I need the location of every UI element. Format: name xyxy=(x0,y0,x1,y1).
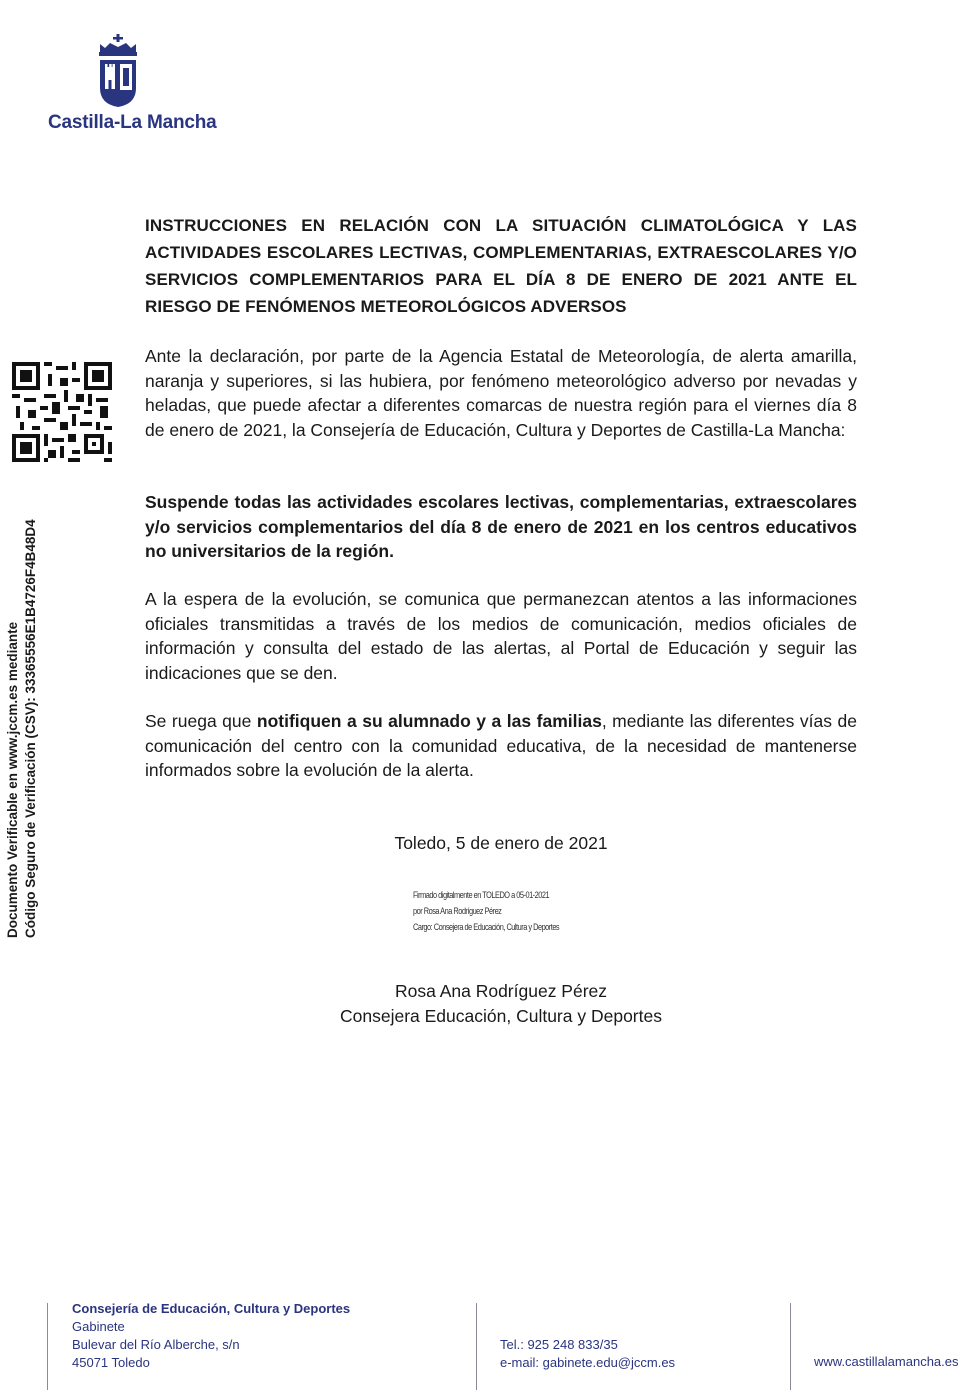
footer-website[interactable]: www.castillalamancha.es xyxy=(814,1354,959,1369)
footer-divider-right xyxy=(790,1303,791,1390)
footer-phone: Tel.: 925 248 833/35 xyxy=(500,1337,618,1352)
digital-signature xyxy=(413,887,559,935)
request-start: Se ruega que xyxy=(145,711,257,731)
signer-name: Rosa Ana Rodríguez Pérez xyxy=(394,981,608,1001)
request-end: , mediante las diferentes vías de comunicación del centro con la comunidad educativa, de la necesidad de mantenerse informados sobre la evolución de la alerta. xyxy=(145,711,857,780)
footer-unit: Gabinete xyxy=(72,1319,125,1334)
footer-city: 45071 Toledo xyxy=(72,1355,150,1370)
footer-divider-left xyxy=(47,1303,48,1390)
signer-block xyxy=(145,979,857,1029)
footer-email[interactable]: e-mail: gabinete.edu@jccm.es xyxy=(500,1355,676,1370)
signature-line-3: Cargo: Consejera de Educación, Cultura y Deportes xyxy=(413,922,560,932)
footer-divider-middle xyxy=(476,1303,477,1390)
logo-text: Castilla-La Mancha xyxy=(48,112,217,133)
footer-street: Bulevar del Río Alberche, s/n xyxy=(72,1337,240,1352)
place-date: Toledo, 5 de enero de 2021 xyxy=(394,833,608,853)
verification-line-2: Código Seguro de Verificación (CSV): 33365556E1B4726F4B48D4 xyxy=(23,519,38,938)
paragraph-request xyxy=(145,709,857,783)
verification-line-1: Documento Verificable en www.jccm.es mediante xyxy=(5,621,20,938)
coat-of-arms-icon xyxy=(96,34,140,108)
document-title: INSTRUCCIONES EN RELACIÓN CON LA SITUACIÓN CLIMATOLÓGICA Y LAS ACTIVIDADES ESCOLARES LECTIVAS, COMPLEMENTARIAS, EXTRAESCOLARES Y/O SERVICIOS COMPLEMENTARIOS PARA EL DÍA 8 DE ENERO DE 2021 ANTE EL RIESGO DE FENÓMENOS METEOROLÓGICOS ADVERSOS xyxy=(145,216,857,316)
footer-address xyxy=(72,1300,350,1372)
signature-line-2: por Rosa Ana Rodríguez Pérez xyxy=(413,906,502,916)
signer-title: Consejera Educación, Cultura y Deportes xyxy=(340,1006,662,1026)
footer-department: Consejería de Educación, Cultura y Deportes xyxy=(72,1301,351,1316)
request-bold: notifiquen a su alumnado y a las familias xyxy=(256,711,602,731)
qr-code-icon xyxy=(12,362,112,462)
signature-line-1: Firmado digitalmente en TOLEDO a 05-01-2021 xyxy=(413,890,550,900)
paragraph-declaration: Ante la declaración, por parte de la Agencia Estatal de Meteorología, de alerta amarilla, naranja y superiores, si las hubiera, por fenómeno meteorológico adverso por nevadas y heladas, que puede afectar a diferentes comarcas de nuestra región para el viernes día 8 de enero de 2021, la Consejería de Educación, Cultura y Deportes de Castilla-La Mancha: xyxy=(145,346,857,440)
footer-contact xyxy=(500,1336,675,1372)
verification-note xyxy=(4,468,44,938)
paragraph-suspension: Suspende todas las actividades escolares lectivas, complementarias, extraescolares y/o servicios complementarios del día 8 de enero de 2021 en los centros educativos no universitarios de la región. xyxy=(145,492,857,561)
castilla-la-mancha-logo xyxy=(44,34,217,140)
paragraph-information: A la espera de la evolución, se comunica que permanezcan atentos a las informaciones oficiales transmitidas a través de los medios de comunicación, medios oficiales de información y consulta del estado de las alertas, al Portal de Educación y seguir las indicaciones que se den. xyxy=(145,589,857,683)
